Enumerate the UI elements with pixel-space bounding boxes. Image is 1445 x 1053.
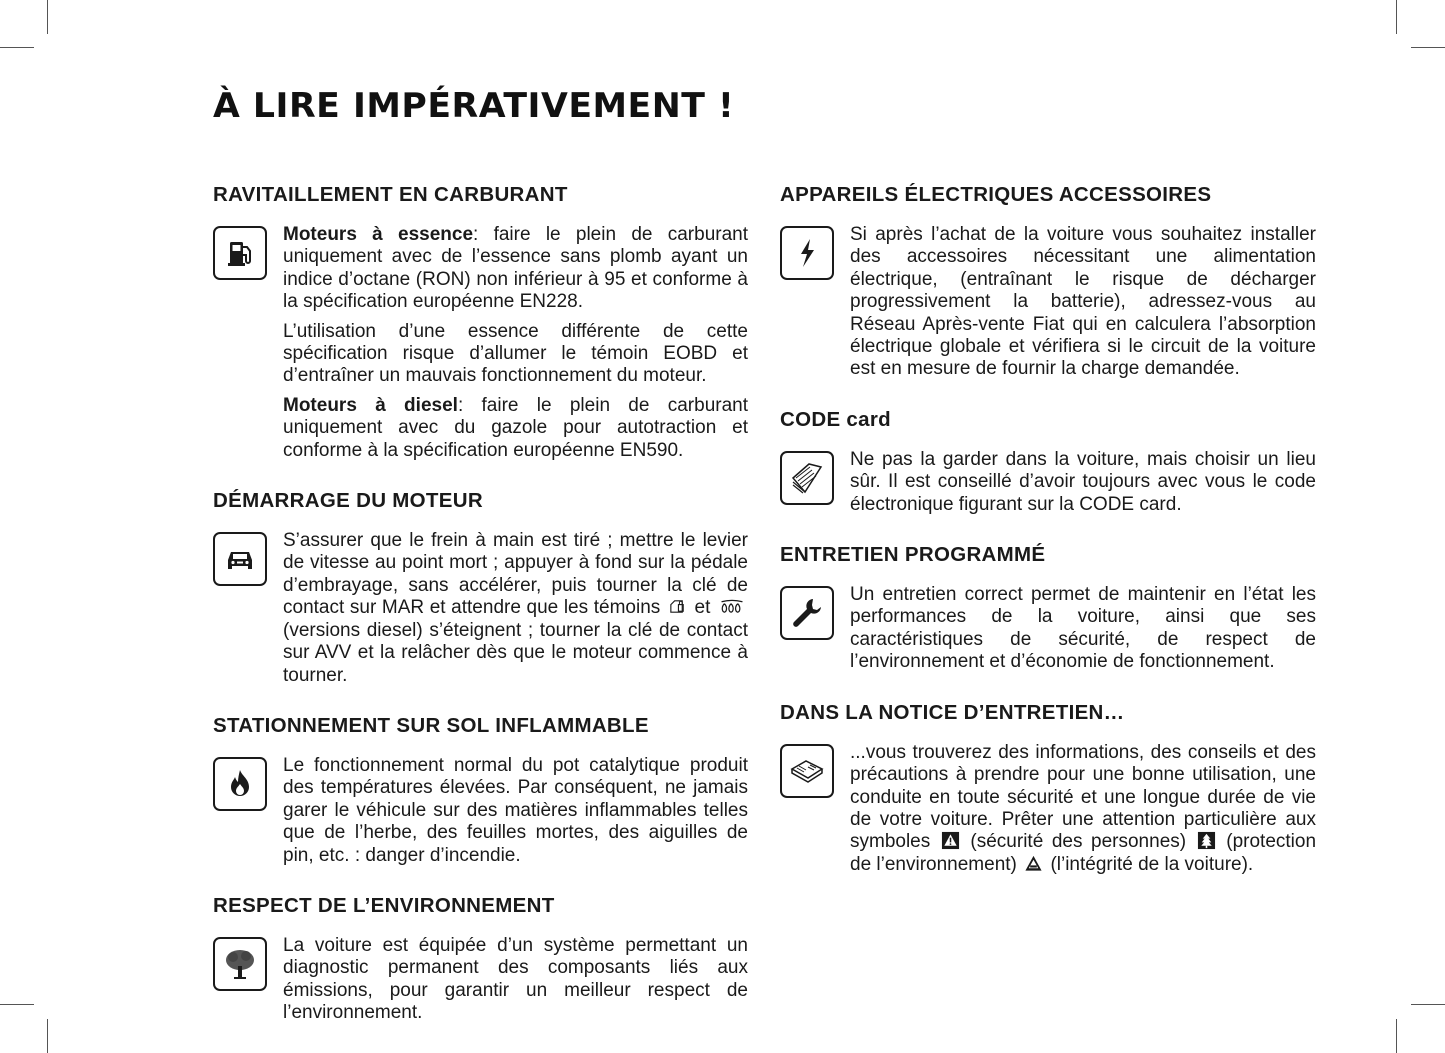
code-card-text: Ne pas la garder dans la voiture, mais choisir un lieu sûr. Il est conseillé d’avoir toujours avec vous le code électronique figurant sur la CODE card.	[850, 448, 1316, 515]
environment-text: La voiture est équipée d’un système permettant un diagnostic permanent des composants liés aux émissions, pour garantir un meilleur respect de l’environnement.	[283, 934, 748, 1024]
car-front-icon	[213, 532, 267, 586]
parking-text: Le fonctionnement normal du pot catalytique produit des températures élevées. Par conséquent, ne jamais garer le véhicule sur des matières inflammables telles que de l’herbe, des feuilles mortes, des aiguilles de pin, etc. : danger d’incendie.	[283, 754, 748, 866]
flame-icon	[213, 757, 267, 811]
crop-mark	[1396, 0, 1397, 34]
petrol-warning: L’utilisation d’une essence différente de cette spécification risque d’allumer le témoin EOBD et d’entraîner un mauvais fonctionnement du moteur.	[283, 320, 748, 387]
tree-icon	[213, 937, 267, 991]
fuel-pump-icon	[213, 226, 267, 280]
right-column	[780, 180, 1316, 900]
engine-start-text: S’assurer que le frein à main est tiré ; mettre le levier de vitesse au point mort ; appuyer à fond sur la pédale d’embrayage, sans accélérer, puis tourner la clé de contact sur MAR et attendre que les témoins	[283, 530, 748, 619]
section-title: STATIONNEMENT SUR SOL INFLAMMABLE	[213, 713, 649, 737]
wrench-icon	[780, 586, 834, 640]
section-title: RESPECT DE L’ENVIRONNEMENT	[213, 893, 555, 917]
section-title: APPAREILS ÉLECTRIQUES ACCESSOIRES	[780, 183, 1212, 206]
section-code-card	[780, 405, 1316, 516]
left-column	[213, 180, 748, 1049]
crop-mark	[1396, 1019, 1397, 1053]
section-parking	[213, 711, 748, 867]
section-title: DANS LA NOTICE D’ENTRETIEN…	[780, 700, 1125, 724]
crop-mark	[0, 1004, 34, 1005]
manual-text-environment: (protection de l’environnement)	[850, 831, 1317, 875]
section-manual	[780, 698, 1316, 876]
section-engine-start	[213, 486, 748, 687]
diesel-text: : faire le plein de carburant uniquement avec du gazole pour autotraction et conforme à la spécification européenne EN590.	[283, 394, 749, 461]
manual-text: ...vous trouverez des informations, des conseils et des précautions à prendre pour une bonne utilisation, une conduite en toute sécurité et une longue durée de vie de votre voiture. Prêter une attention particulière aux symboles	[850, 741, 1316, 853]
engine-start-text-end: (versions diesel) s’éteignent ; tourner la clé de contact sur AVV et la relâcher dès que le moteur commence à tourner.	[283, 619, 748, 686]
glow-plug-icon	[718, 597, 746, 616]
section-fuel	[213, 180, 748, 462]
crop-mark	[47, 1019, 48, 1053]
section-title: CODE card	[780, 407, 891, 431]
section-electrical	[780, 180, 1316, 381]
section-title: RAVITAILLEMENT EN CARBURANT	[213, 183, 568, 206]
petrol-text: : faire le plein de carburant uniquement avec de l’essence sans plomb ayant un indice d’octane (RON) non inférieur à 95 et conforme à la spécification européenne EN228.	[283, 224, 748, 313]
manual-text-vehicle: (l’intégrité de la voiture).	[1050, 853, 1254, 875]
section-environment	[213, 891, 748, 1025]
code-card-icon	[780, 451, 834, 505]
diesel-label: Moteurs à diesel	[283, 394, 458, 416]
crop-mark	[1411, 1004, 1445, 1005]
page-title: À LIRE IMPÉRATIVEMENT !	[213, 86, 735, 126]
immobilizer-warning-icon	[668, 597, 687, 616]
person-safety-warning-icon	[941, 831, 960, 850]
crop-mark	[1411, 47, 1445, 48]
maintenance-text: Un entretien correct permet de maintenir en l’état les performances de la voiture, ainsi que ses caractéristiques de sécurité, de respect de l’environnement et d’économie de fonctionnement.	[850, 584, 1316, 673]
section-maintenance	[780, 540, 1316, 674]
crop-mark	[0, 47, 34, 48]
vehicle-integrity-warning-icon	[1024, 854, 1043, 873]
environment-protection-icon	[1197, 831, 1216, 850]
section-title: ENTRETIEN PROGRAMMÉ	[780, 543, 1046, 567]
manual-text-person: (sécurité des personnes)	[970, 831, 1187, 853]
crop-mark	[47, 0, 48, 34]
petrol-label: Moteurs à essence	[283, 224, 474, 245]
section-title: DÉMARRAGE DU MOTEUR	[213, 489, 483, 513]
lightning-icon	[780, 226, 834, 280]
open-book-icon	[780, 744, 834, 798]
electrical-text: Si après l’achat de la voiture vous souhaitez installer des accessoires nécessitant une alimentation électrique, (entraînant le risque de décharger progressivement la batterie), adressez-vous au Réseau Après-vente Fiat qui en calculera l’absorption électrique globale et vérifiera si le circuit de la voiture est en mesure de fournir la charge demandée.	[850, 224, 1316, 380]
engine-start-conjunction: et	[694, 597, 711, 619]
